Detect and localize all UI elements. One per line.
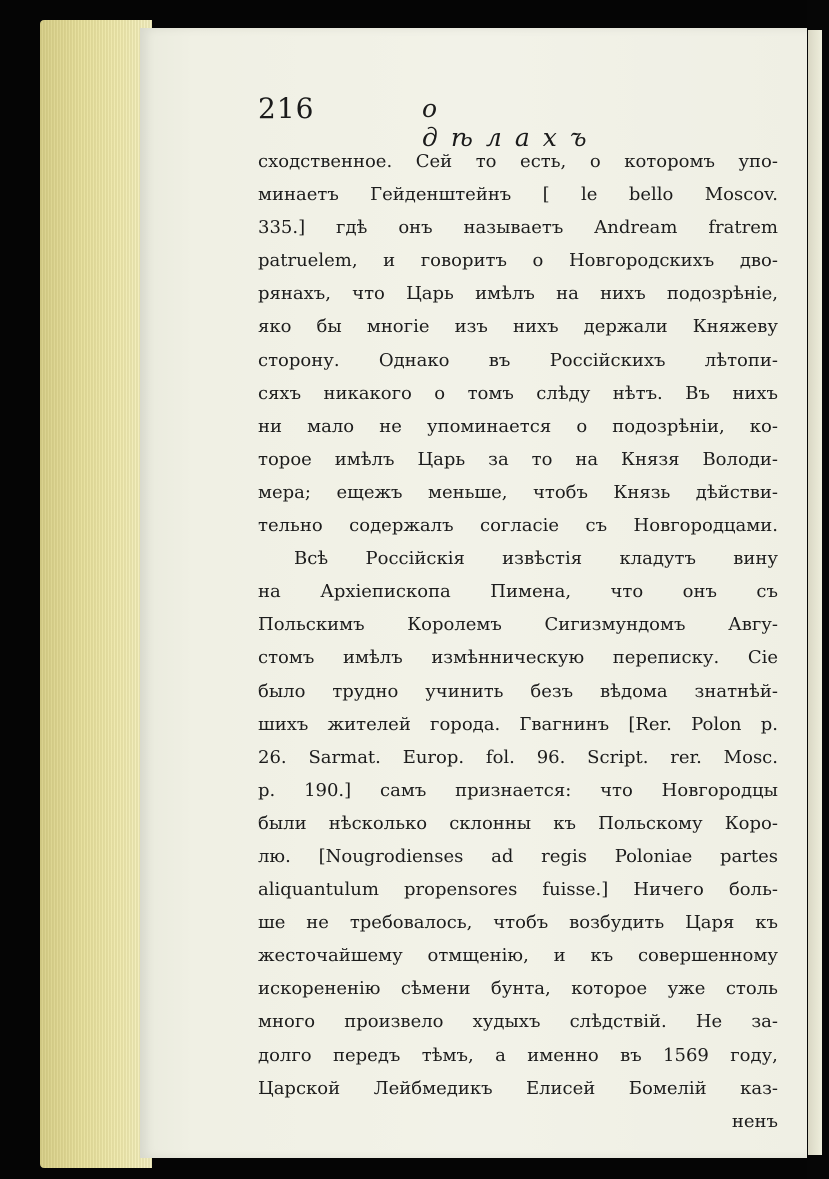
- word: Пимена,: [490, 581, 572, 603]
- word: сяхъ: [258, 382, 302, 404]
- word: о: [532, 250, 544, 272]
- word: за: [488, 448, 509, 470]
- word: году,: [730, 1044, 778, 1066]
- word: кладутъ: [619, 548, 696, 570]
- word: произвело: [344, 1011, 444, 1033]
- word: худыхъ: [472, 1011, 541, 1033]
- word: Царь: [406, 283, 454, 305]
- word: слѣду: [536, 382, 591, 404]
- word: не: [379, 415, 402, 437]
- text-line: [258, 575, 778, 608]
- word: ше: [258, 912, 286, 934]
- word: и: [553, 945, 566, 967]
- word: переписку.: [612, 647, 720, 669]
- word: Князь: [613, 481, 671, 503]
- word: Елисей: [525, 1077, 596, 1099]
- word: имѣлъ: [334, 448, 395, 470]
- word: къ: [755, 912, 778, 934]
- word: 26.: [258, 746, 287, 768]
- text-line: [258, 939, 778, 972]
- word: слѣдствій.: [569, 1011, 667, 1033]
- word: тѣмъ,: [421, 1044, 474, 1066]
- word: Царь: [417, 448, 466, 470]
- word: [Rer.: [628, 713, 672, 735]
- word: что: [352, 283, 385, 305]
- text-line: [258, 1039, 778, 1072]
- word: которое: [571, 978, 648, 1000]
- word: а: [495, 1044, 506, 1066]
- word: Europ.: [402, 746, 465, 768]
- word: упо-: [738, 151, 778, 172]
- word: нихъ: [600, 283, 646, 305]
- word: мало: [307, 415, 355, 437]
- word: Moscov.: [704, 184, 778, 206]
- word: содержалъ: [349, 515, 454, 537]
- word: искорененію: [258, 978, 381, 1000]
- word: возбудить: [569, 912, 665, 934]
- word: подозрѣніи,: [612, 415, 725, 437]
- word: каз-: [740, 1077, 778, 1099]
- word: извѣстія: [502, 548, 583, 570]
- word: Гвагнинъ: [519, 713, 610, 735]
- word: fuisse.]: [542, 879, 609, 901]
- word: нихъ: [512, 316, 559, 338]
- text-line: [258, 410, 778, 443]
- text-line: [258, 377, 778, 410]
- word: Mosc.: [723, 746, 778, 768]
- word: рянахъ,: [258, 283, 331, 305]
- word: Авгу-: [728, 614, 778, 636]
- text-line: [258, 542, 778, 575]
- text-line: [258, 840, 778, 873]
- word: чтобъ: [532, 481, 588, 503]
- word: нихъ: [732, 382, 778, 404]
- word: меньше,: [427, 481, 508, 503]
- word: Лейбмедикъ: [373, 1077, 493, 1099]
- word: подозрѣніе,: [666, 283, 778, 305]
- word: ни: [258, 415, 282, 437]
- word: Однако: [378, 349, 450, 371]
- word: о: [589, 151, 601, 172]
- word: Россійскія: [365, 548, 465, 570]
- word: на: [575, 448, 599, 470]
- word: съ: [585, 515, 608, 537]
- text-line: [258, 1005, 778, 1038]
- word: Гейденштейнъ: [370, 184, 512, 206]
- word: безъ: [530, 680, 574, 702]
- word: Script.: [587, 746, 649, 768]
- text-line: [258, 476, 778, 509]
- page-edges: [40, 20, 152, 1168]
- word: Новгородцы: [661, 779, 778, 801]
- word: patruelem,: [258, 250, 358, 272]
- word: ещежъ: [336, 481, 403, 503]
- word: le: [581, 184, 598, 206]
- word: въ: [620, 1044, 642, 1066]
- word: никакого: [323, 382, 412, 404]
- word: шихъ: [258, 713, 309, 735]
- text-line: [258, 178, 778, 211]
- word: столь: [725, 978, 778, 1000]
- word: много: [258, 1011, 316, 1033]
- text-line: [258, 906, 778, 939]
- word: Новгородскихъ: [568, 250, 715, 272]
- word: сѣмени: [400, 978, 471, 1000]
- text-line: [258, 675, 778, 708]
- word: онъ: [398, 217, 433, 239]
- word: Князя: [621, 448, 680, 470]
- word: изъ: [454, 316, 488, 338]
- word: уже: [667, 978, 706, 1000]
- word: есть,: [520, 151, 567, 172]
- word: онъ: [682, 581, 717, 603]
- text-line: [258, 774, 778, 807]
- word: на: [258, 581, 281, 603]
- word: на: [556, 283, 579, 305]
- word: въ: [488, 349, 511, 371]
- word: нѣсколько: [328, 812, 428, 834]
- text-line: [258, 1072, 778, 1105]
- word: лю.: [258, 845, 291, 867]
- word: Царской: [258, 1077, 341, 1099]
- word: p.: [760, 713, 778, 735]
- word: трудно: [332, 680, 399, 702]
- word: согласіе: [480, 515, 560, 537]
- text-line: [258, 708, 778, 741]
- word: съ: [756, 581, 778, 603]
- page-header: [258, 92, 648, 152]
- word: именно: [527, 1044, 599, 1066]
- word: передъ: [333, 1044, 401, 1066]
- word: p.: [258, 779, 276, 801]
- word: Сіе: [747, 647, 778, 669]
- word: Въ: [685, 382, 710, 404]
- word: отмщенію,: [427, 945, 529, 967]
- word: торое: [258, 448, 312, 470]
- word: склонны: [449, 812, 532, 834]
- word: совершенному: [637, 945, 778, 967]
- word: Бомелій: [628, 1077, 707, 1099]
- word: Poloniae: [614, 845, 693, 867]
- word: упоминается: [427, 415, 552, 437]
- text-line: [258, 310, 778, 343]
- word: къ: [553, 812, 576, 834]
- text-line: [258, 277, 778, 310]
- word: учинить: [425, 680, 504, 702]
- text-line: [258, 509, 778, 542]
- word: не: [306, 912, 329, 934]
- word: вѣдома: [600, 680, 668, 702]
- text-line: [258, 807, 778, 840]
- word: rer.: [670, 746, 702, 768]
- word: Andream: [594, 217, 678, 239]
- word: бы: [316, 316, 342, 338]
- word: Новгородцами.: [633, 515, 778, 537]
- word: и: [383, 250, 396, 272]
- word: Ничего: [633, 879, 704, 901]
- word: propensores: [404, 879, 518, 901]
- word: боль-: [728, 879, 778, 901]
- word: жителей: [327, 713, 411, 735]
- word: сходственное.: [258, 151, 393, 172]
- word: знатнѣй-: [694, 680, 778, 702]
- word: fol.: [485, 746, 515, 768]
- word: Коро-: [724, 812, 778, 834]
- word: Всѣ: [294, 548, 329, 570]
- word: Володи-: [702, 448, 778, 470]
- word: имѣлъ: [475, 283, 535, 305]
- text-line: [258, 972, 778, 1005]
- word: то: [475, 151, 497, 172]
- body-text: [258, 145, 778, 1138]
- word: Не: [695, 1011, 723, 1033]
- word: 96.: [536, 746, 566, 768]
- word: за-: [751, 1011, 778, 1033]
- facing-page-edge: [808, 30, 822, 1155]
- word: о: [434, 382, 446, 404]
- word: Княжеву: [692, 316, 778, 338]
- word: 190.]: [304, 779, 352, 801]
- word: называетъ: [463, 217, 564, 239]
- word: гдѣ: [336, 217, 368, 239]
- text-line: [258, 145, 778, 178]
- text-line: [258, 741, 778, 774]
- word: [: [542, 184, 550, 206]
- word: держали: [583, 316, 668, 338]
- word: яко: [258, 316, 292, 338]
- catchword-row: [258, 1105, 778, 1138]
- word: [Nougrodienses: [318, 845, 464, 867]
- word: томъ: [467, 382, 514, 404]
- word: partes: [720, 845, 778, 867]
- word: говоритъ: [420, 250, 507, 272]
- text-line: [258, 211, 778, 244]
- text-line: [258, 873, 778, 906]
- word: aliquantulum: [258, 879, 379, 901]
- word: то: [531, 448, 553, 470]
- word: города.: [430, 713, 501, 735]
- word: многіе: [366, 316, 430, 338]
- word: Polon: [691, 713, 742, 735]
- word: что: [610, 581, 644, 603]
- word: Архіепископа: [320, 581, 451, 603]
- catchword: ненъ: [731, 1110, 778, 1132]
- word: дѣйстви-: [695, 481, 778, 503]
- word: жесточайшему: [258, 945, 403, 967]
- word: fratrem: [708, 217, 778, 239]
- word: къ: [590, 945, 614, 967]
- text-line: [258, 443, 778, 476]
- word: Сигизмундомъ: [544, 614, 686, 636]
- word: было: [258, 680, 306, 702]
- word: имѣлъ: [342, 647, 403, 669]
- word: долго: [258, 1044, 312, 1066]
- word: Королемъ: [407, 614, 502, 636]
- text-line: [258, 344, 778, 377]
- word: Польскому: [598, 812, 703, 834]
- text-line: [258, 244, 778, 277]
- word: 1569: [663, 1044, 709, 1066]
- word: чтобъ: [493, 912, 549, 934]
- word: дво-: [739, 250, 778, 272]
- word: что: [600, 779, 633, 801]
- word: Сей: [415, 151, 453, 172]
- word: признается:: [455, 779, 572, 801]
- word: Sarmat.: [308, 746, 381, 768]
- text-line: [258, 641, 778, 674]
- word: были: [258, 812, 307, 834]
- running-head: о дѣлахъ: [422, 94, 600, 152]
- word: о: [576, 415, 588, 437]
- word: требовалось,: [349, 912, 473, 934]
- word: bello: [628, 184, 674, 206]
- word: которомъ: [624, 151, 715, 172]
- word: мера;: [258, 481, 311, 503]
- word: Россійскихъ: [549, 349, 666, 371]
- page-number: 216: [258, 92, 315, 125]
- word: вину: [733, 548, 778, 570]
- word: regis: [541, 845, 587, 867]
- word: минаетъ: [258, 184, 339, 206]
- word: 335.]: [258, 217, 306, 239]
- word: лѣтопи-: [704, 349, 778, 371]
- word: Царя: [685, 912, 735, 934]
- word: тельно: [258, 515, 323, 537]
- word: Польскимъ: [258, 614, 365, 636]
- word: нѣтъ.: [612, 382, 663, 404]
- word: бунта,: [490, 978, 551, 1000]
- word: сторону.: [258, 349, 340, 371]
- word: ad: [491, 845, 514, 867]
- word: самъ: [380, 779, 427, 801]
- word: ко-: [749, 415, 778, 437]
- text-line: [258, 608, 778, 641]
- word: стомъ: [258, 647, 315, 669]
- word: измѣнническую: [431, 647, 585, 669]
